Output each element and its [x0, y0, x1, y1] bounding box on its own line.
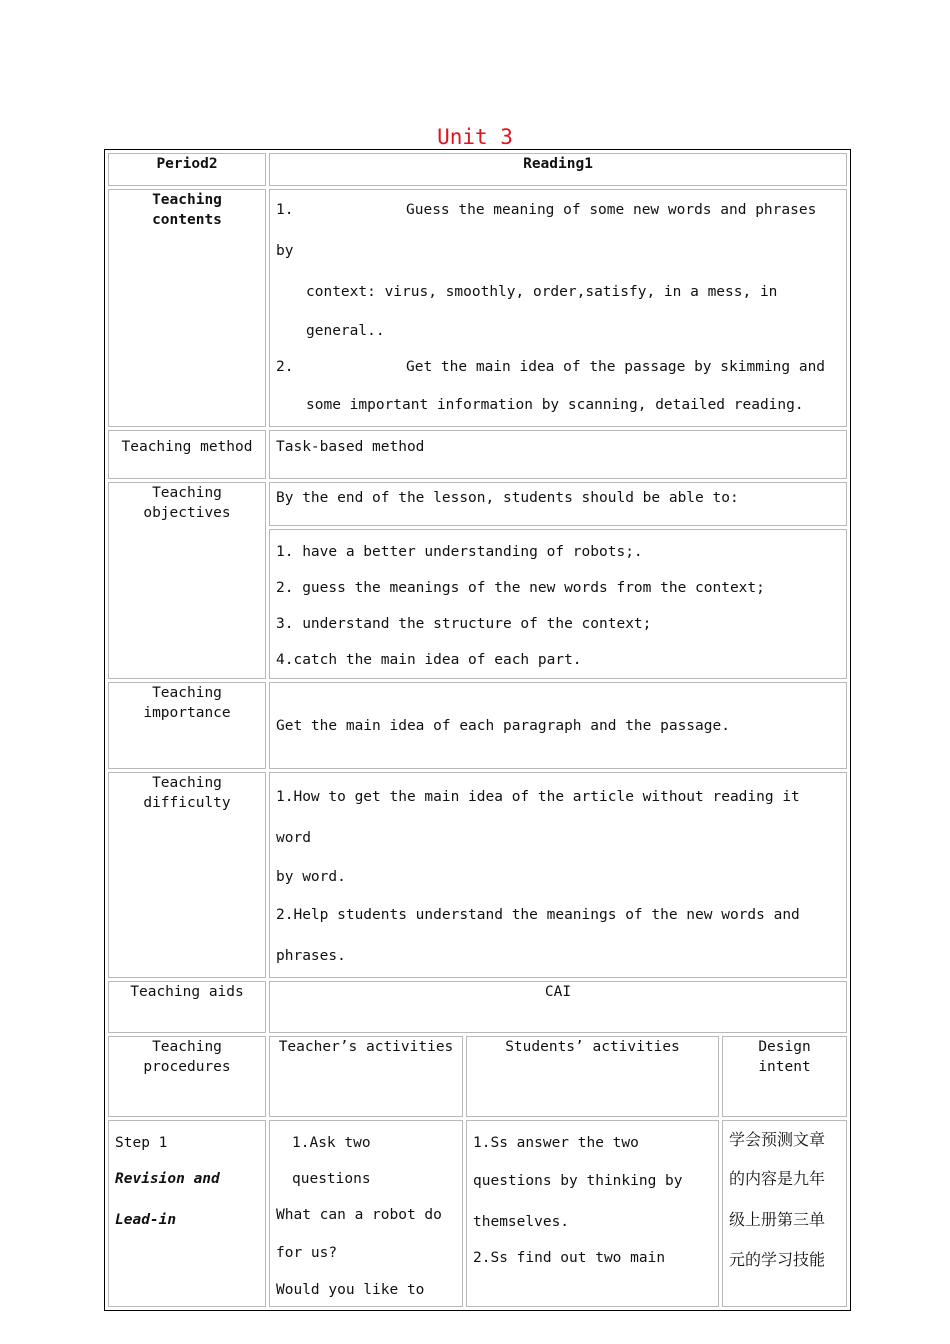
procedures-label: Teaching procedures — [108, 1036, 266, 1117]
step-title-line: Lead-in — [115, 1212, 177, 1228]
objective-item: 4.catch the main idea of each part. — [276, 652, 582, 668]
teaching-objectives-intro-row — [108, 482, 847, 526]
teaching-importance-value: Get the main idea of each paragraph and the passage. — [269, 682, 847, 769]
teaching-importance-label: Teaching importance — [108, 682, 266, 769]
step-number: Step 1 — [115, 1135, 168, 1151]
objective-item: 3. understand the structure of the context; — [276, 616, 652, 632]
step1-intent-cell: 学会预测文章 的内容是九年 级上册第三单 元的学习技能 — [722, 1120, 847, 1307]
step1-teacher-cell: 1.Ask two questions What can a robot do for us? Would you like to — [269, 1120, 463, 1307]
teaching-difficulty-label: Teaching difficulty — [108, 772, 266, 978]
step1-name-cell — [108, 1120, 266, 1307]
teaching-method-label: Teaching method — [108, 430, 266, 479]
header-row — [108, 153, 847, 186]
teaching-contents-label: Teaching contents — [108, 189, 266, 427]
objectives-intro: By the end of the lesson, students should be able to: — [269, 482, 847, 526]
teaching-contents-row — [108, 189, 847, 427]
teaching-aids-row — [108, 981, 847, 1033]
lesson-plan-table — [104, 149, 851, 1311]
teacher-activities-header: Teacher’s activities — [269, 1036, 463, 1117]
step-title-line: Revision and — [115, 1171, 220, 1187]
teaching-objectives-label: Teaching objectives — [108, 482, 266, 679]
teaching-difficulty-row — [108, 772, 847, 978]
lesson-cell: Reading1 — [269, 153, 847, 186]
teaching-importance-row — [108, 682, 847, 769]
contents-item-1: 1. Guess the meaning of some new words and phrases by — [276, 202, 817, 259]
contents-item-2: 2. Get the main idea of the passage by skimming and — [276, 359, 826, 375]
procedures-header-row — [108, 1036, 847, 1117]
step1-row — [108, 1120, 847, 1307]
objective-item: 1. have a better understanding of robots;. — [276, 544, 643, 560]
objective-item: 2. guess the meanings of the new words from the context; — [276, 580, 765, 596]
objectives-list — [269, 529, 847, 679]
teaching-difficulty-value: 1.How to get the main idea of the article without reading it word by word. 2.Help students understand the meanings of the new words and phrases. — [269, 772, 847, 978]
document-title: Unit 3 — [437, 125, 513, 149]
teaching-method-row — [108, 430, 847, 479]
teaching-method-value: Task-based method — [269, 430, 847, 479]
students-activities-header: Students’ activities — [466, 1036, 719, 1117]
teaching-aids-label: Teaching aids — [108, 981, 266, 1033]
design-intent-header: Design intent — [722, 1036, 847, 1117]
period-cell: Period2 — [108, 153, 266, 186]
teaching-aids-value: CAI — [269, 981, 847, 1033]
teaching-contents-cell: 1. Guess the meaning of some new words and phrases by context: virus, smoothly, order,satisfy, in a mess, in general.. 2. Get the main idea of the passage by skimming and some important information by scanning, detailed reading. — [269, 189, 847, 427]
step1-students-cell: 1.Ss answer the two questions by thinking by themselves. 2.Ss find out two main — [466, 1120, 719, 1307]
